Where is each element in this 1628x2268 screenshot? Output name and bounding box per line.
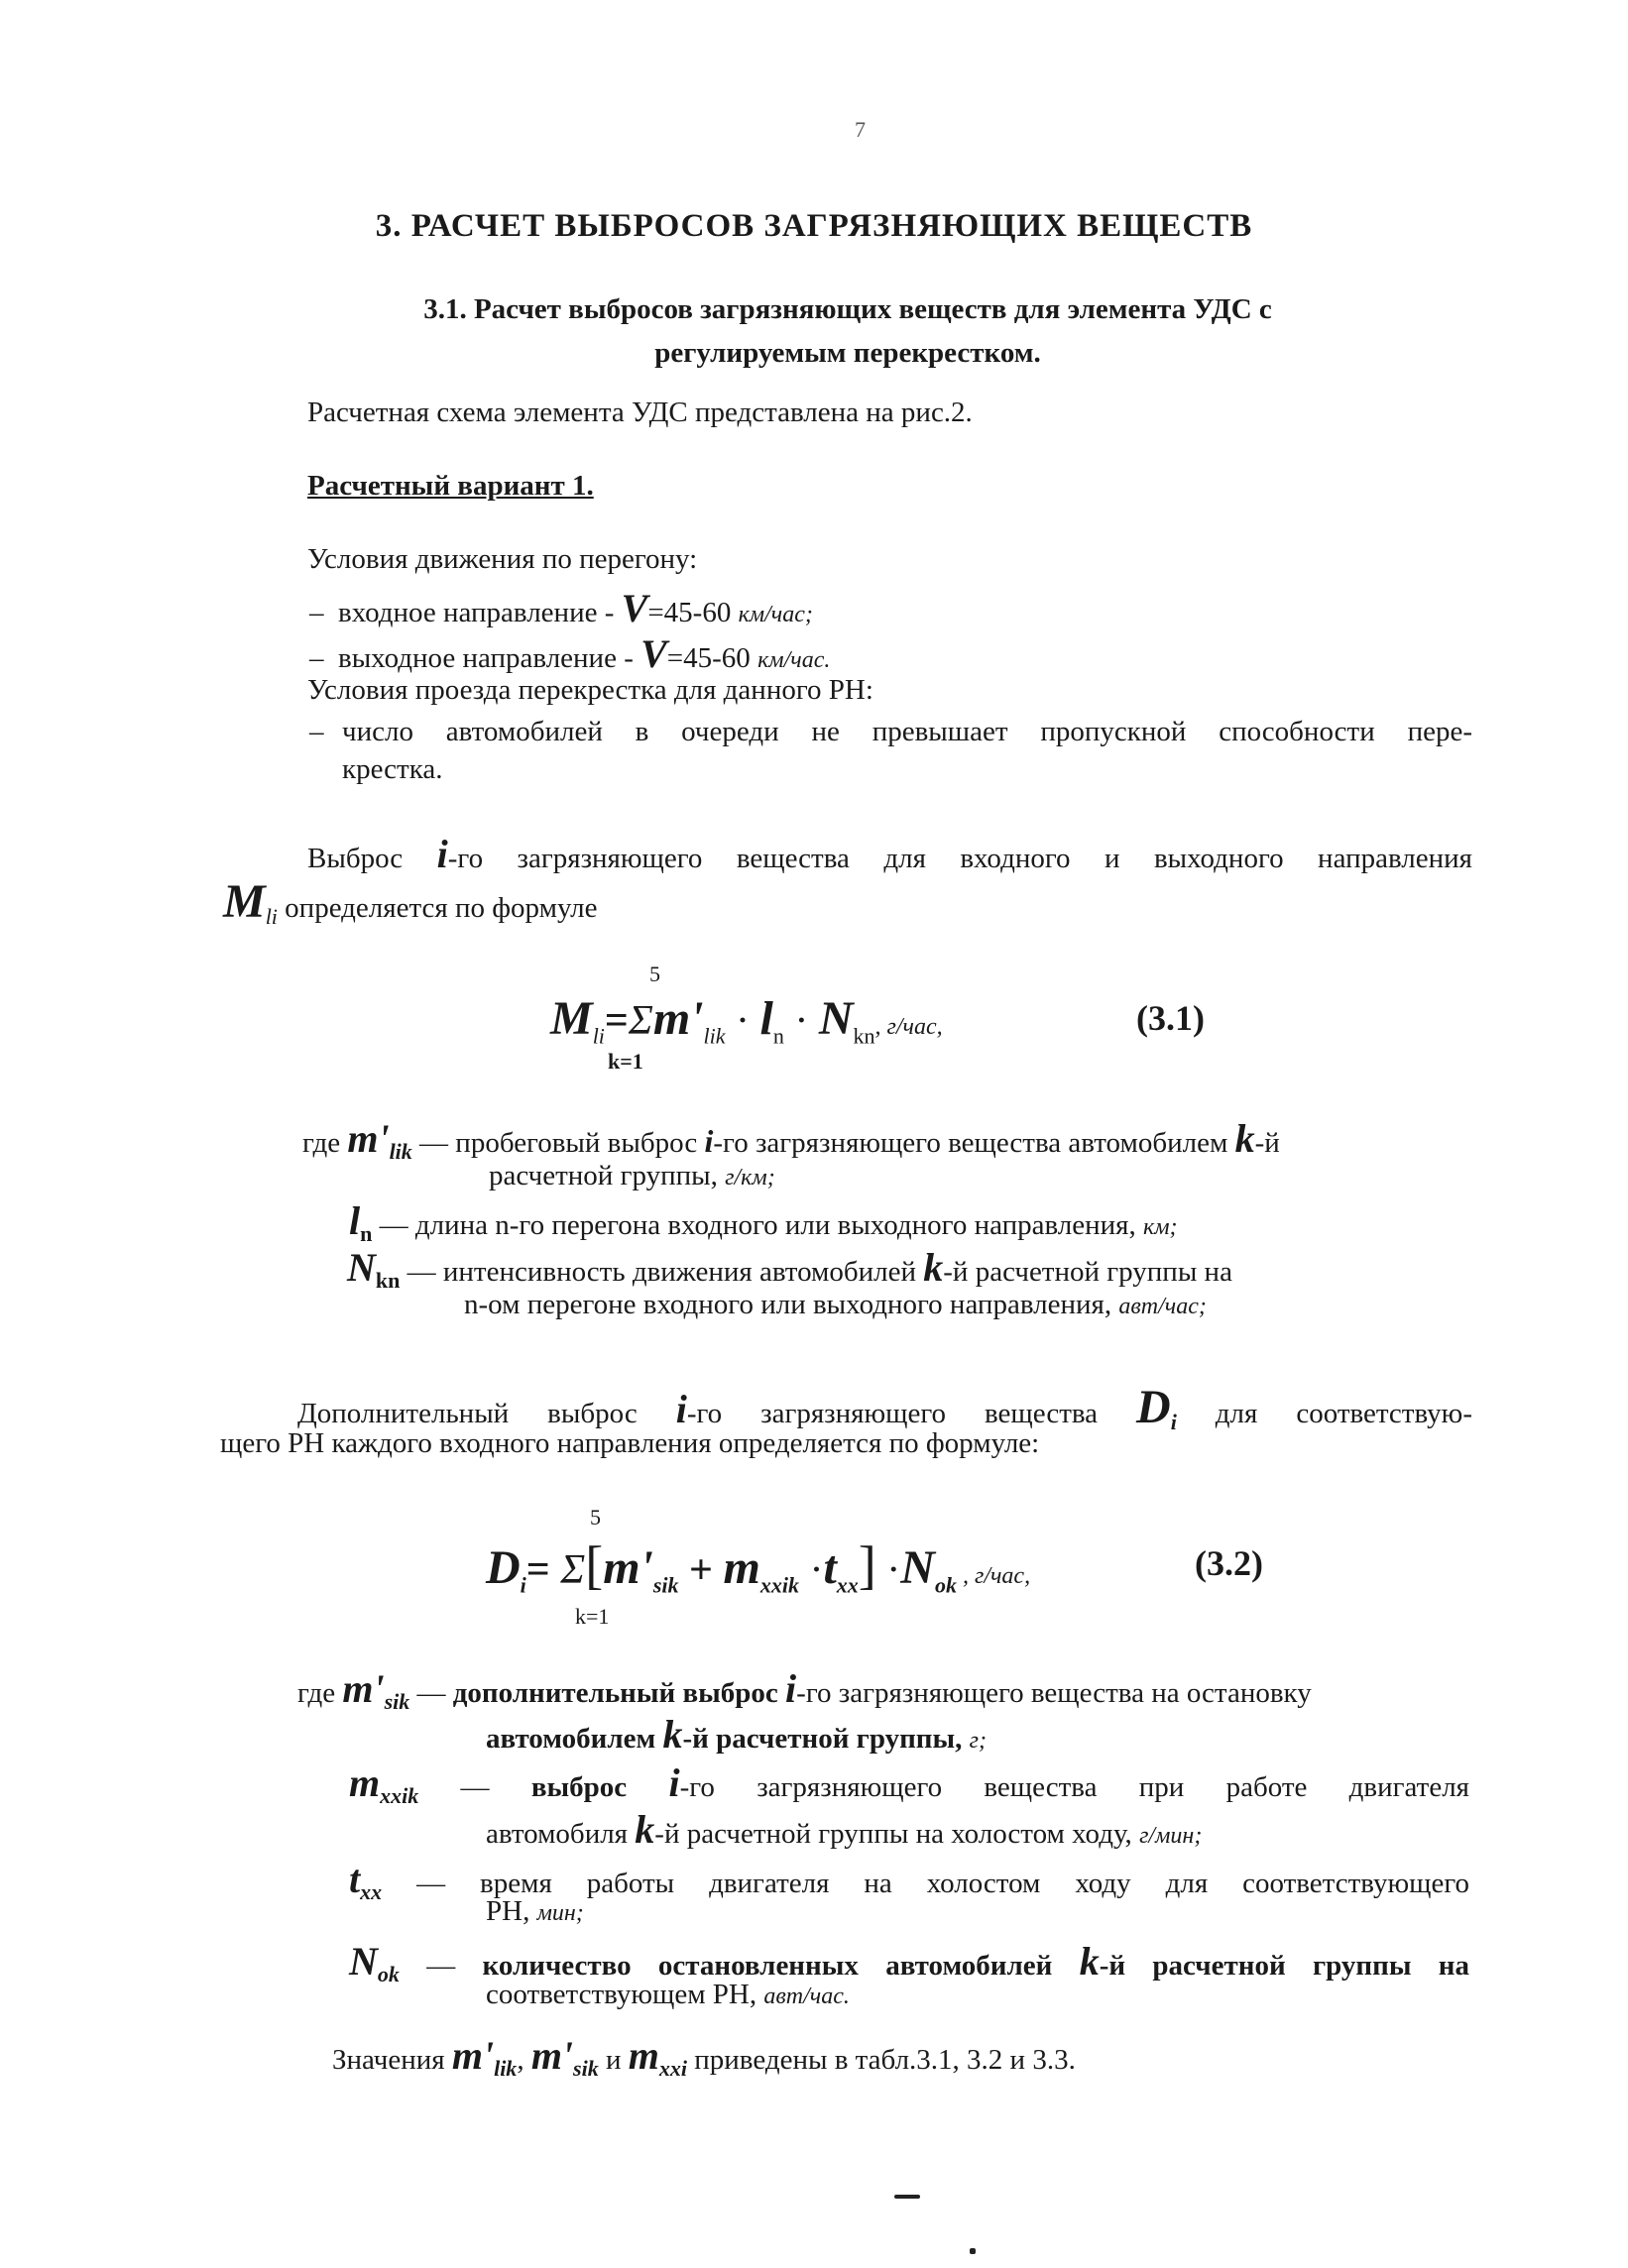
- definition-N-kn: $N_{kn}$ — интенсивность движения автомобилей k-й расчетной группы на: [347, 1245, 1232, 1293]
- scan-speck: [970, 2248, 976, 2254]
- sum-upper-limit: 5: [649, 962, 660, 986]
- crossing-condition-line1: число автомобилей в очереди не превышает пропускной способности пере-: [342, 716, 1472, 747]
- definition-t-xx-line2: РН, мин;: [486, 1895, 584, 1927]
- values-reference-line: Значения $m'_{lik}$, $m'_{sik}$ и $m_{xxi}$ приведены в табл.3.1, 3.2 и 3.3.: [332, 2033, 1076, 2081]
- sigma-symbol: Σ: [628, 998, 653, 1044]
- definition-m-sik-line2: автомобилем k-й расчетной группы, г;: [486, 1712, 987, 1757]
- formula-number-3-1: (3.1): [1136, 998, 1205, 1038]
- sigma-symbol: Σ: [560, 1547, 586, 1593]
- definition-t-xx: $t_{xx}$ — время работы двигателя на холостом ходу для соответствующего: [349, 1857, 1469, 1904]
- crossing-conditions-title: Условия проезда перекрестка для данного РН:: [307, 674, 873, 706]
- definition-m-xxik: $m_{xxik}$ — выброс i-го загрязняющего вещества при работе двигателя: [349, 1760, 1469, 1808]
- paragraph-additional-emission: Дополнительный выброс i-го загрязняющего вещества $D_i$ для соответствую-: [297, 1381, 1472, 1434]
- paragraph-emission-intro: Выброс i-го загрязняющего вещества для входного и выходного направления: [307, 832, 1472, 876]
- definition-m-lik-line2: расчетной группы, г/км;: [489, 1160, 775, 1191]
- definition-m-lik: где $m'_{lik}$ — пробеговый выброс i-го загрязняющего вещества автомобилем k-й: [302, 1116, 1280, 1164]
- road-conditions-title: Условия движения по перегону:: [307, 543, 698, 575]
- definition-m-sik: где $m'_{sik}$ — дополнительный выброс i-го загрязняющего вещества на остановку: [297, 1666, 1312, 1714]
- list-dash: –: [309, 642, 338, 674]
- paragraph-emission-intro-line2: $M_{li}$ определяется по формуле: [223, 875, 598, 929]
- definition-m-xxik-line2: автомобиля k-й расчетной группы на холостом ходу, г/мин;: [486, 1807, 1203, 1852]
- sum-lower-limit: k=1: [608, 1049, 643, 1074]
- formula-number-3-2: (3.2): [1195, 1543, 1263, 1583]
- paragraph-additional-emission-line2: щего РН каждого входного направления определяется по формуле:: [220, 1427, 1040, 1459]
- section-heading: 3. РАСЧЕТ ВЫБРОСОВ ЗАГРЯЗНЯЮЩИХ ВЕЩЕСТВ: [375, 208, 1253, 244]
- sum-upper-limit: 5: [590, 1505, 601, 1530]
- definition-N-kn-line2: n-ом перегоне входного или выходного направления, авт/час;: [464, 1289, 1207, 1320]
- condition-item-input: – входное направление - V=45-60 км/час;: [309, 586, 813, 630]
- definition-l-n: $l_n$ — длина n-го перегона входного или выходного направления, км;: [349, 1198, 1178, 1246]
- condition-item-output: – выходное направление - V=45-60 км/час.: [309, 631, 831, 676]
- subsection-heading: 3.1. Расчет выбросов загрязняющих веществ для элемента УДС с регулируемым перекрестком.: [423, 293, 1272, 369]
- scan-mark: [894, 2195, 920, 2199]
- list-dash: –: [309, 597, 338, 628]
- variant-title: Расчетный вариант 1.: [307, 470, 594, 502]
- definition-N-ok-line2: соответствующем РН, авт/час.: [486, 1979, 850, 2010]
- sum-lower-limit: k=1: [575, 1604, 610, 1629]
- definition-N-ok: $N_{ok}$ — количество остановленных автомобилей k-й расчетной группы на: [349, 1939, 1470, 1986]
- crossing-condition-line2: крестка.: [342, 753, 443, 785]
- intro-text: Расчетная схема элемента УДС представлена на рис.2.: [307, 397, 973, 428]
- list-dash: –: [309, 716, 324, 747]
- formula-3-2: 5 $D_i= \Sigma[m'_{sik} + m_{xxik} \cdot t_{xx}] \cdot N_{ok}$ , г/час, k=1: [486, 1505, 1031, 1629]
- page-number: 7: [855, 117, 866, 142]
- formula-3-1: 5 $M_{li}=\Sigma m'_{lik} \cdot l_n \cdot N_{kn}$, г/час, k=1: [550, 962, 943, 1074]
